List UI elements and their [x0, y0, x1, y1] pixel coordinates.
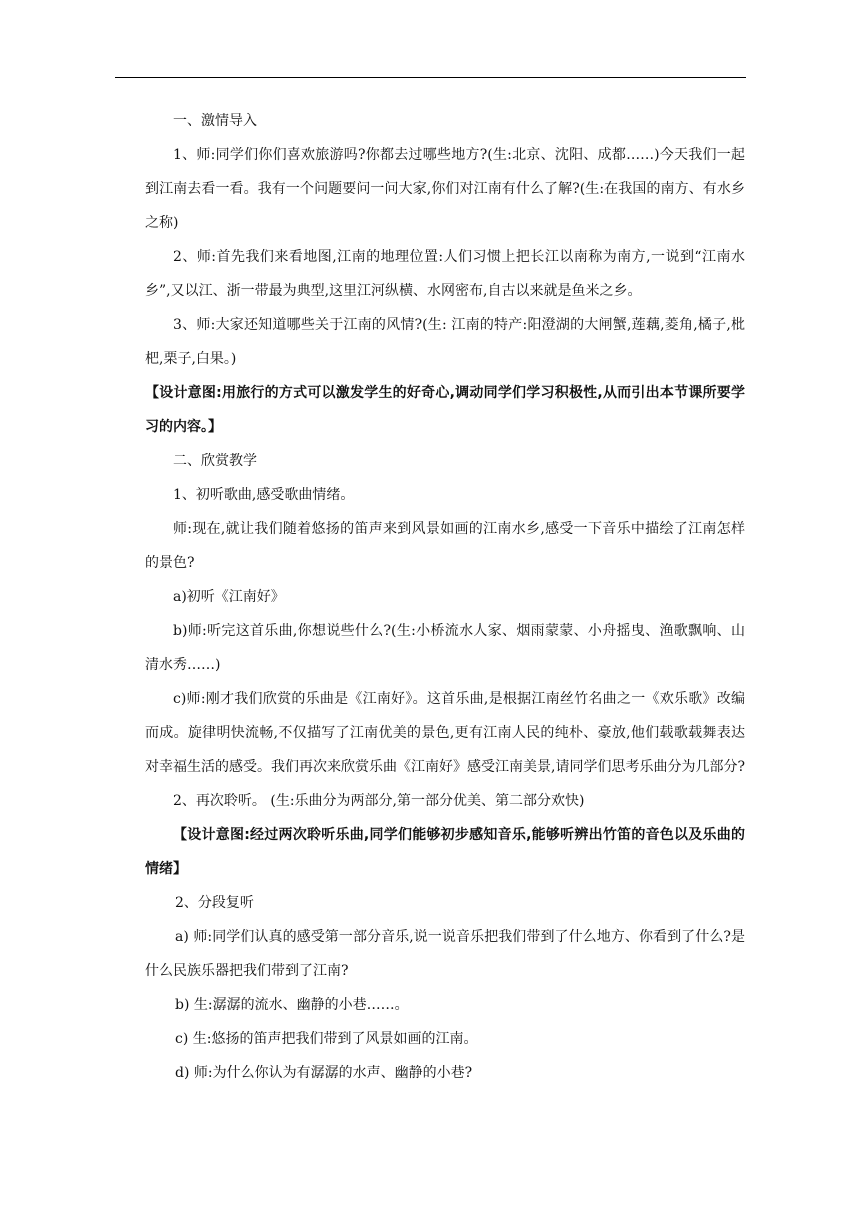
document-body [145, 104, 745, 1090]
section-heading-intro: 一、激情导入 [173, 113, 257, 129]
paragraph: b) 生:潺潺的流水、幽静的小巷……。 [175, 997, 409, 1013]
header-rule [115, 77, 746, 78]
paragraph: 师:现在,就让我们随着悠扬的笛声来到风景如画的江南水乡,感受一下音乐中描绘了江南怎样的景色? [145, 521, 745, 571]
paragraph: 1、初听歌曲,感受歌曲情绪。 [173, 487, 355, 503]
paragraph: c) 生:悠扬的笛声把我们带到了风景如画的江南。 [175, 1031, 478, 1047]
design-intent-note: 【设计意图:经过两次聆听乐曲,同学们能够初步感知音乐,能够听辨出竹笛的音色以及乐曲的情绪】 [145, 827, 745, 877]
paragraph: 1、师:同学们你们喜欢旅游吗?你都去过哪些地方?(生:北京、沈阳、成都……)今天我们一起到江南去看一看。我有一个问题要问一问大家,你们对江南有什么了解?(生:在我国的南方、有水乡之称) [145, 147, 745, 231]
section-heading-appreciation: 二、欣赏教学 [173, 453, 257, 469]
paragraph: a) 师:同学们认真的感受第一部分音乐,说一说音乐把我们带到了什么地方、你看到了什么?是什么民族乐器把我们带到了江南? [145, 929, 745, 979]
paragraph: d) 师:为什么你认为有潺潺的水声、幽静的小巷? [175, 1065, 473, 1081]
paragraph: a)初听《江南好》 [173, 589, 285, 605]
paragraph: c)师:刚才我们欣赏的乐曲是《江南好》。这首乐曲,是根据江南丝竹名曲之一《欢乐歌》改编而成。旋律明快流畅,不仅描写了江南优美的景色,更有江南人民的纯朴、豪放,他们载歌载舞表达对幸福生活的感受。我们再次来欣赏乐曲《江南好》感受江南美景,请同学们思考乐曲分为几部分? [145, 691, 745, 775]
paragraph: b)师:听完这首乐曲,你想说些什么?(生:小桥流水人家、烟雨蒙蒙、小舟摇曳、渔歌飘响、山清水秀……) [145, 623, 745, 673]
design-intent-note: 【设计意图:用旅行的方式可以激发学生的好奇心,调动同学们学习积极性,从而引出本节课所要学习的内容。】 [145, 385, 745, 435]
paragraph: 2、再次聆听。 (生:乐曲分为两部分,第一部分优美、第二部分欢快) [173, 793, 585, 809]
paragraph: 3、师:大家还知道哪些关于江南的风情?(生: 江南的特产:阳澄湖的大闸蟹,莲藕,菱角,橘子,枇杷,栗子,白果。) [145, 317, 745, 367]
paragraph: 2、师:首先我们来看地图,江南的地理位置:人们习惯上把长江以南称为南方,一说到“江南水乡”,又以江、浙一带最为典型,这里江河纵横、水网密布,自古以来就是鱼米之乡。 [145, 249, 745, 299]
paragraph: 2、分段复听 [175, 895, 254, 911]
